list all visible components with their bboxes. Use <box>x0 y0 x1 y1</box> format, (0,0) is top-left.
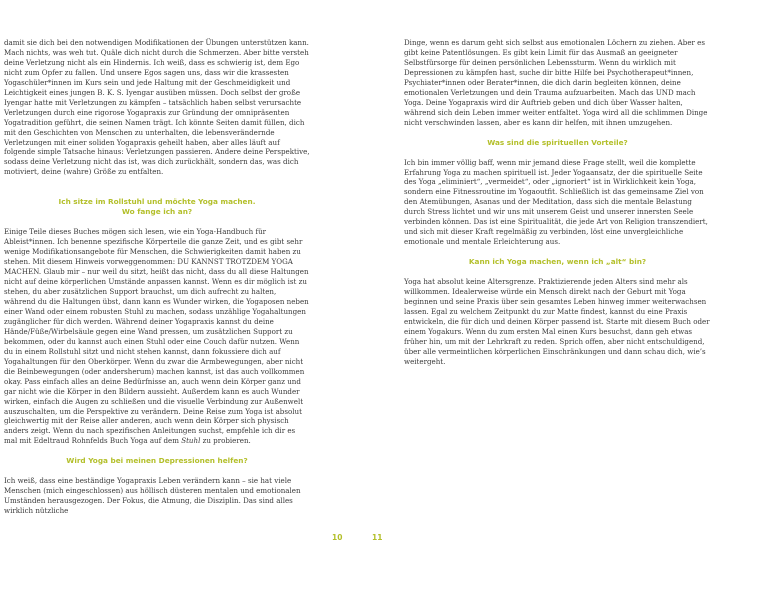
body-paragraph: Ich bin immer völlig baff, wenn mir jemand diese Frage stellt, weil die komplette Erfahrung Yoga zu machen spirituell ist. Jeder Yogaansatz, der die spirituelle Seite des Yoga „eliminiert“, „vermeidet“, oder „ignoriert“ ist in Wirklichkeit kein Yoga, sondern eine Fitnessroutine im Yogaoutfit. Schließlich ist das gemeinsame Ziel von den Atemübungen, Asanas und der Meditation, dass sich die mentale Belastung durch Stress lichtet und wir uns mit unserem Geist und unserer innersten Seele verbinden können. Das ist eine Spiritualität, die jede Art von Religion transzendiert, und sich mit dieser Kraft regelmäßig zu verbinden, löst eine unvergleichliche emotionale und mentale Erleichterung aus. <box>404 157 708 247</box>
left-page <box>4 38 310 516</box>
page-number-right: 11 <box>372 533 383 542</box>
section-heading-spiritual: Was sind die spirituellen Vorteile? <box>487 137 628 147</box>
body-paragraph: Dinge, wenn es darum geht sich selbst aus emotionalen Löchern zu ziehen. Aber es gibt keine Patentlösungen. Es gibt kein Limit für das Ausmaß an geeigneter Selbstfürsorge für deinen persönlichen Lebenssturm. Wenn du wirklich mit Depressionen zu kämpfen hast, suche dir bitte Hilfe bei Psychotherapeut*innen, Psychiater*innen oder Berater*innen, die dich darin begleiten können, deine emotionalen Verletzungen und dein Trauma aufzuarbeiten. Mach das UND mach Yoga. Deine Yogapraxis wird dir Auftrieb geben und dich über Wasser halten, während sich dein Leben immer weiter entfaltet. Yoga wird all die schlimmen Dinge nicht verschwinden lassen, aber es kann dir helfen, mit ihnen umzugehen. <box>404 38 708 127</box>
body-paragraph <box>4 227 310 446</box>
body-paragraph: damit sie dich bei den notwendigen Modifikationen der Übungen unterstützen kann. Mach nichts, was weh tut. Quäle dich nicht durch die Schmerzen. Aber bitte versteh deine Verletzung nicht als ein Hindernis. Ich weiß, dass es schwierig ist, dem Ego nicht zum Opfer zu fallen. Und unsere Egos sagen uns, dass wir die krassesten Yogaschüler*innen im Kurs sein und jede Haltung mit der Geschmeidigkeit und Leichtigkeit eines jungen B. K. S. Iyengar ausüben müssen. Doch selbst der große Iyengar hatte mit Verletzungen zu kämpfen – tatsächlich haben selbst verursachte Verletzungen durch eine rigorose Yogapraxis zur Gründung der omnipräsenten Yogatradition geführt, die seinen Namen trägt. Ich könnte Seiten damit füllen, dich mit den Geschichten von Menschen zu unterhalten, die lebensverändernde Verletzungen mit einer soliden Yogapraxis geheilt haben, aber alles läuft auf folgende simple Tatsache hinaus: Verletzungen passieren. Andere deine Perspektive, sodass deine Verletzung nicht das ist, was dich zurückhält, sondern das, was dich motiviert, deine (wahre) Größe zu entfalten. <box>4 38 310 177</box>
section-heading-depression: Wird Yoga bei meinen Depressionen helfen? <box>66 456 248 466</box>
section-heading-wheelchair <box>4 197 310 217</box>
section-heading-age: Kann ich Yoga machen, wenn ich „alt“ bin? <box>468 257 647 267</box>
heading-line: Ich sitze im Rollstuhl und möchte Yoga machen. <box>58 197 256 207</box>
paragraph-text: zu probieren. <box>200 436 251 446</box>
heading-line: Wo fange ich an? <box>121 207 193 217</box>
body-paragraph: Yoga hat absolut keine Altersgrenze. Praktizierende jeden Alters sind mehr als willkommen. Idealerweise würde ein Mensch direkt nach der Geburt mit Yoga beginnen und seine Praxis über sein gesamtes Leben hinweg immer weiterwachsen lassen. Egal zu welchem Zeitpunkt du zur Matte findest, kannst du eine Praxis entwickeln, die für dich und deinen Körper passend ist. Starte mit diesem Buch oder einem Yogakurs. Wenn du zum ersten Mal einen Kurs besuchst, dann geh etwas früher hin, um mit der Lehrkraft zu reden. Sprich offen, aber nicht entschuldigend, über alle vermeintlichen körperlichen Einschränkungen und dann schau dich, wie’s weitergeht. <box>404 277 710 366</box>
right-page <box>404 38 711 367</box>
body-paragraph: Ich weiß, dass eine beständige Yogapraxis Leben verändern kann – sie hat viele Menschen (mich eingeschlossen) aus höllisch düsteren mentalen und emotionalen Umständen herausgezogen. Der Fokus, die Atmung, die Disziplin. Das sind alles wirklich nützliche <box>4 476 301 516</box>
book-title: Stuhl <box>181 436 201 446</box>
paragraph-text: Einige Teile dieses Buches mögen sich lesen, wie ein Yoga-Handbuch für Ableist*innen. Ich benenne spezifische Körperteile die ganze Zeit, und es gibt sehr wenige Modifikationsangebote für Menschen, die Schwierigkeiten damit haben zu stehen. Mit diesem Hinweis vorweggenommen: DU KANNST TROTZDEM YOGA MACHEN. Glaub mir – nur weil du sitzt, heißt das nicht, dass du all diese Haltungen nicht auf deine körperlichen Umstände anpassen kannst. Wenn es dir möglich ist zu stehen, du aber zusätzlichen Support brauchst, um dich aufrecht zu halten, während du die Haltungen übst, dann kann es Wunder wirken, die Yogaposen neben einer Wand oder einem robusten Stuhl zu machen, sodass unzählige Yogahaltungen zugänglicher für dich werden. Während deiner Yogapraxis kannst du deine Hände/Füße/Wirbelsäule gegen eine Wand pressen, um zusätzlichen Support zu bekommen, oder du kannst auch einen Stuhl oder eine Couch dafür nutzen. Wenn du in einem Rollstuhl sitzt und nicht stehen kannst, dann fokussiere dich auf Yogahaltungen für den Oberkörper. Wenn du zwar die Armbewegungen, aber nicht die Beinbewegungen (oder andersherum) machen kannst, ist das auch vollkommen okay. Pass einfach alles an deine Bedürfnisse an, auch wenn dein Körper ganz und gar nicht wie die Körper in den Bildern aussieht. Außerdem kann es auch Wunder wirken, einfach die Augen zu schließen und die visuelle Verbindung zur Außenwelt auszuschalten, um die Perspektive zu verändern. Deine Reise zum Yoga ist absolut gleichwertig mit der Reise aller anderen, auch wenn dein Körper sich physisch anders zeigt. Wenn du nach spezifischen Anleitungen suchst, empfehle ich dir es mal mit Edeltraud Rohnfelds Buch Yoga auf dem <box>4 227 309 446</box>
page-number-left: 10 <box>332 533 343 542</box>
